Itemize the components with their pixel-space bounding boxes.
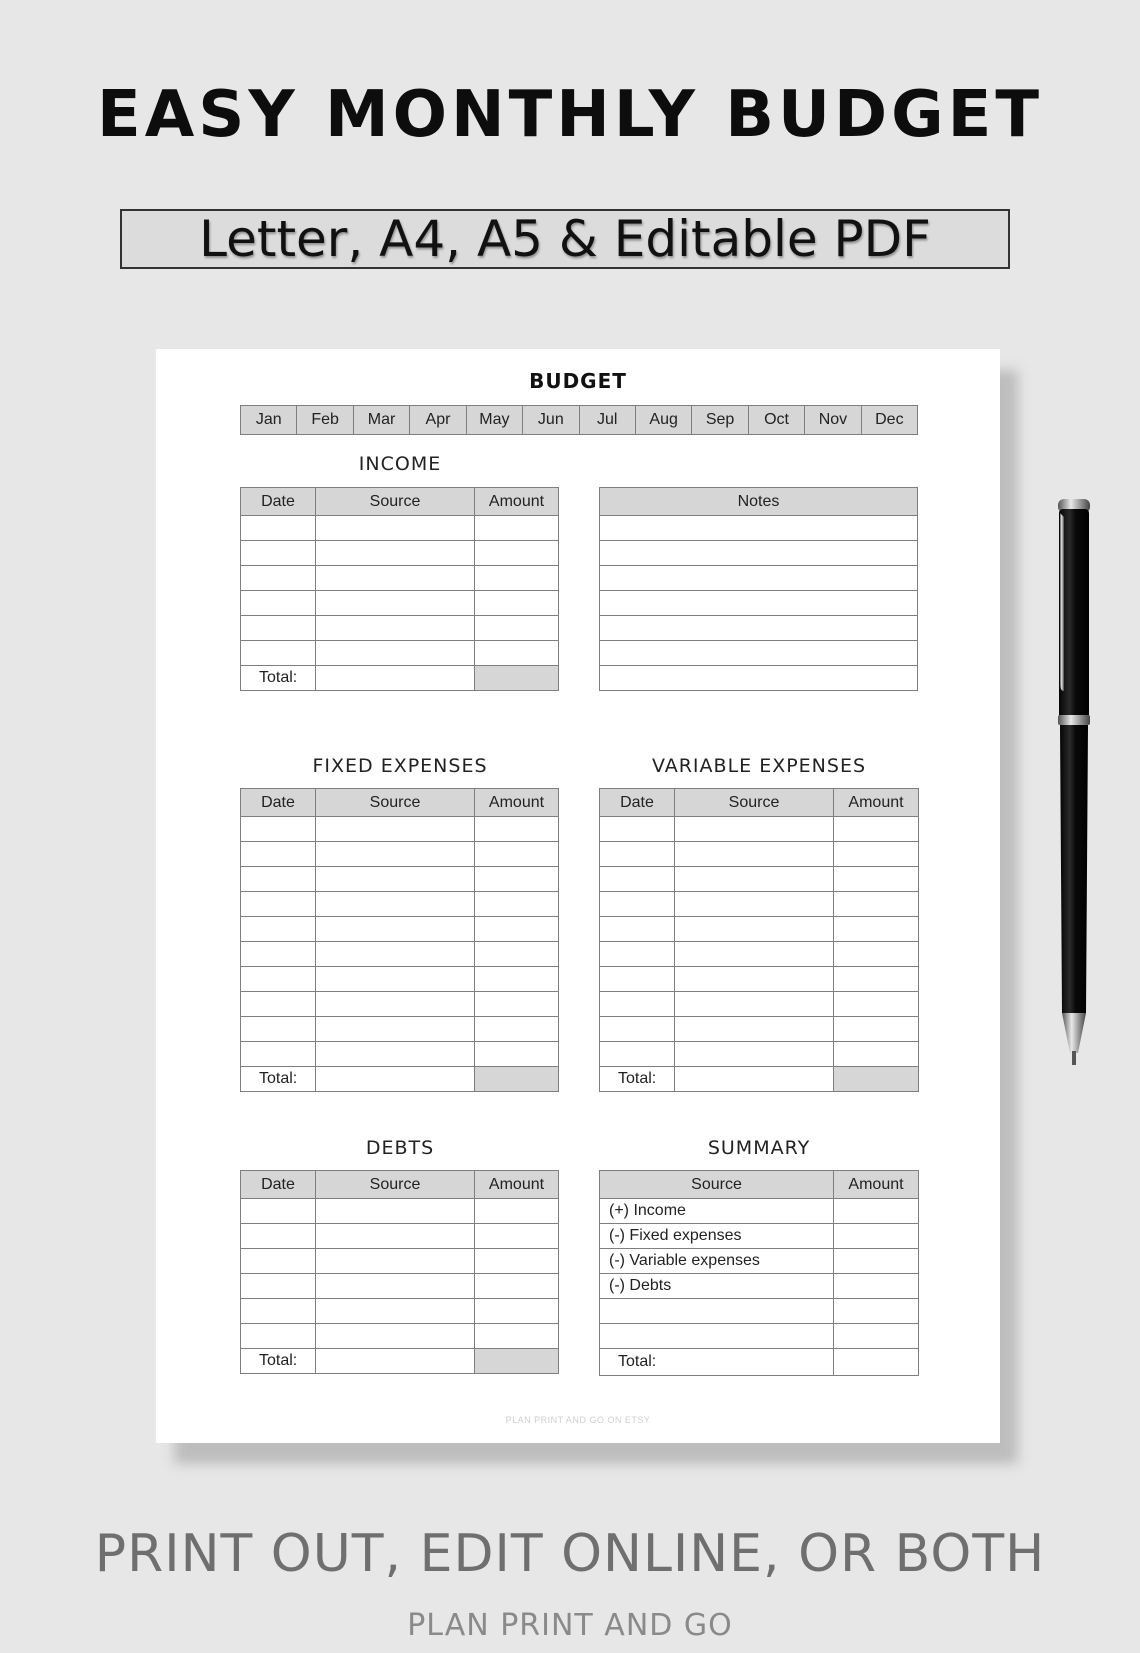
date-cell[interactable] (600, 1042, 675, 1067)
summary-title: SUMMARY (707, 1137, 811, 1159)
table-row (241, 541, 559, 566)
source-cell[interactable] (675, 842, 834, 867)
variable-expenses-title: VARIABLE EXPENSES (651, 755, 867, 777)
source-cell[interactable] (316, 1274, 475, 1299)
sheet-title: BUDGET (529, 369, 627, 393)
table-row (241, 917, 559, 942)
date-cell[interactable] (600, 917, 675, 942)
summary-amount-cell[interactable] (834, 1274, 919, 1299)
notes-row (600, 541, 918, 566)
date-cell[interactable] (241, 942, 316, 967)
table-row (241, 566, 559, 591)
income-total-label: Total: (241, 666, 316, 691)
table-row (241, 842, 559, 867)
budget-sheet (156, 349, 1000, 1443)
date-cell[interactable] (241, 892, 316, 917)
table-row (600, 992, 919, 1017)
debts-header-date: Date (241, 1171, 316, 1199)
source-cell[interactable] (316, 1299, 475, 1324)
date-cell[interactable] (241, 516, 316, 541)
table-row (241, 1274, 559, 1299)
month-jun[interactable]: Jun (523, 406, 579, 434)
amount-cell[interactable] (834, 992, 919, 1017)
month-oct[interactable]: Oct (749, 406, 805, 434)
summary-row (600, 1324, 919, 1349)
income-table (240, 487, 559, 691)
month-apr[interactable]: Apr (410, 406, 466, 434)
date-cell[interactable] (600, 842, 675, 867)
brand-name: PLAN PRINT AND GO (407, 1608, 733, 1643)
summary-row (600, 1199, 919, 1224)
month-jul[interactable]: Jul (580, 406, 636, 434)
summary-source-cell (600, 1324, 834, 1349)
variable-header-amount: Amount (834, 789, 919, 817)
variable-total-amount[interactable] (834, 1067, 919, 1092)
month-aug[interactable]: Aug (636, 406, 692, 434)
amount-cell[interactable] (475, 1249, 559, 1274)
fixed-header-amount: Amount (475, 789, 559, 817)
amount-cell[interactable] (475, 1017, 559, 1042)
month-sep[interactable]: Sep (692, 406, 748, 434)
income-header-date: Date (241, 488, 316, 516)
debts-header-amount: Amount (475, 1171, 559, 1199)
amount-cell[interactable] (475, 516, 559, 541)
tagline: PRINT OUT, EDIT ONLINE, OR BOTH (94, 1524, 1046, 1584)
source-cell[interactable] (675, 817, 834, 842)
table-row (600, 867, 919, 892)
fixed-total-label: Total: (241, 1067, 316, 1092)
notes-row (600, 591, 918, 616)
month-dec[interactable]: Dec (875, 411, 904, 428)
amount-cell[interactable] (475, 842, 559, 867)
source-cell[interactable] (316, 566, 475, 591)
table-row (600, 817, 919, 842)
page-title: EASY MONTHLY BUDGET (96, 78, 1044, 152)
source-cell[interactable] (675, 1042, 834, 1067)
date-cell[interactable] (241, 1017, 316, 1042)
variable-total-label: Total: (600, 1067, 675, 1092)
notes-row (600, 641, 918, 666)
month-mar[interactable]: Mar (354, 406, 410, 434)
income-total-source (316, 666, 475, 691)
amount-cell[interactable] (834, 917, 919, 942)
source-cell[interactable] (316, 842, 475, 867)
summary-header-source: Source (600, 1171, 834, 1199)
amount-cell[interactable] (475, 541, 559, 566)
date-cell[interactable] (241, 1324, 316, 1349)
notes-cell[interactable] (600, 616, 918, 641)
summary-amount-cell[interactable] (834, 1249, 919, 1274)
source-cell[interactable] (316, 1042, 475, 1067)
amount-cell[interactable] (475, 1199, 559, 1224)
fixed-expenses-table (240, 788, 559, 1092)
debts-header-source: Source (316, 1171, 475, 1199)
notes-row (600, 616, 918, 641)
amount-cell[interactable] (834, 1017, 919, 1042)
summary-amount-cell[interactable] (834, 1299, 919, 1324)
table-row (600, 892, 919, 917)
notes-cell[interactable] (600, 541, 918, 566)
variable-header-source: Source (675, 789, 834, 817)
notes-cell[interactable] (600, 591, 918, 616)
source-cell[interactable] (316, 992, 475, 1017)
summary-row (600, 1274, 919, 1299)
date-cell[interactable] (241, 541, 316, 566)
amount-cell[interactable] (475, 817, 559, 842)
amount-cell[interactable] (475, 992, 559, 1017)
amount-cell[interactable] (475, 616, 559, 641)
date-cell[interactable] (600, 892, 675, 917)
summary-amount-cell[interactable] (834, 1199, 919, 1224)
date-cell[interactable] (600, 992, 675, 1017)
notes-row (600, 516, 918, 541)
table-row (600, 1017, 919, 1042)
source-cell[interactable] (675, 942, 834, 967)
source-cell[interactable] (316, 516, 475, 541)
date-cell[interactable] (241, 967, 316, 992)
amount-cell[interactable] (834, 892, 919, 917)
amount-cell[interactable] (834, 942, 919, 967)
summary-source-cell: (-) Variable expenses (600, 1249, 834, 1274)
amount-cell[interactable] (475, 591, 559, 616)
fixed-total-source (316, 1067, 475, 1092)
date-cell[interactable] (600, 817, 675, 842)
table-row (241, 1324, 559, 1349)
income-header-amount: Amount (475, 488, 559, 516)
notes-row (600, 566, 918, 591)
table-row (241, 1249, 559, 1274)
source-cell[interactable] (316, 641, 475, 666)
source-cell[interactable] (316, 1199, 475, 1224)
date-cell[interactable] (241, 1042, 316, 1067)
table-row (241, 1042, 559, 1067)
pen-icon (1050, 493, 1100, 1078)
variable-header-date: Date (600, 789, 675, 817)
date-cell[interactable] (241, 591, 316, 616)
source-cell[interactable] (316, 541, 475, 566)
notes-cell[interactable] (600, 516, 918, 541)
summary-source-cell: (-) Debts (600, 1274, 834, 1299)
debts-title: DEBTS (365, 1137, 435, 1159)
source-cell[interactable] (675, 1017, 834, 1042)
table-row (241, 942, 559, 967)
source-cell[interactable] (316, 892, 475, 917)
date-cell[interactable] (241, 1224, 316, 1249)
source-cell[interactable] (675, 867, 834, 892)
summary-amount-cell[interactable] (834, 1224, 919, 1249)
amount-cell[interactable] (834, 1042, 919, 1067)
source-cell[interactable] (316, 917, 475, 942)
amount-cell[interactable] (834, 817, 919, 842)
table-row (241, 616, 559, 641)
fixed-total-amount[interactable] (475, 1067, 559, 1092)
source-cell[interactable] (316, 1224, 475, 1249)
amount-cell[interactable] (834, 842, 919, 867)
date-cell[interactable] (241, 1274, 316, 1299)
date-cell[interactable] (241, 1249, 316, 1274)
date-cell[interactable] (241, 842, 316, 867)
debts-table (240, 1170, 559, 1374)
month-selector (240, 405, 918, 435)
table-row (241, 1299, 559, 1324)
table-row (241, 591, 559, 616)
source-cell[interactable] (675, 992, 834, 1017)
source-cell[interactable] (316, 942, 475, 967)
summary-row (600, 1249, 919, 1274)
amount-cell[interactable] (475, 892, 559, 917)
income-header-source: Source (316, 488, 475, 516)
table-row (600, 917, 919, 942)
source-cell[interactable] (316, 591, 475, 616)
fixed-header-source: Source (316, 789, 475, 817)
date-cell[interactable] (241, 641, 316, 666)
month-feb[interactable]: Feb (297, 406, 353, 434)
table-row (241, 1224, 559, 1249)
amount-cell[interactable] (475, 867, 559, 892)
amount-cell[interactable] (834, 867, 919, 892)
date-cell[interactable] (241, 1199, 316, 1224)
table-row (241, 992, 559, 1017)
date-cell[interactable] (600, 867, 675, 892)
month-may[interactable]: May (467, 406, 523, 434)
table-row (241, 1017, 559, 1042)
amount-cell[interactable] (475, 1299, 559, 1324)
table-row (600, 942, 919, 967)
amount-cell[interactable] (475, 1224, 559, 1249)
source-cell[interactable] (675, 892, 834, 917)
source-cell[interactable] (316, 867, 475, 892)
summary-total-amount[interactable] (834, 1349, 919, 1376)
variable-total-source (675, 1067, 834, 1092)
table-row (241, 867, 559, 892)
amount-cell[interactable] (475, 1042, 559, 1067)
summary-row (600, 1299, 919, 1324)
variable-expenses-table (599, 788, 919, 1092)
month-nov[interactable]: Nov (805, 406, 861, 434)
amount-cell[interactable] (475, 1274, 559, 1299)
date-cell[interactable] (241, 992, 316, 1017)
amount-cell[interactable] (475, 967, 559, 992)
income-total-amount[interactable] (475, 666, 559, 691)
table-row (241, 1199, 559, 1224)
table-row (241, 516, 559, 541)
notes-table (599, 487, 918, 691)
date-cell[interactable] (241, 867, 316, 892)
date-cell[interactable] (241, 566, 316, 591)
table-row (241, 892, 559, 917)
date-cell[interactable] (241, 917, 316, 942)
summary-source-cell: (+) Income (600, 1199, 834, 1224)
table-row (241, 817, 559, 842)
amount-cell[interactable] (475, 641, 559, 666)
source-cell[interactable] (675, 917, 834, 942)
debts-total-source (316, 1349, 475, 1374)
date-cell[interactable] (600, 1017, 675, 1042)
source-cell[interactable] (316, 1324, 475, 1349)
table-row (241, 967, 559, 992)
source-cell[interactable] (316, 616, 475, 641)
debts-total-label: Total: (241, 1349, 316, 1374)
date-cell[interactable] (600, 942, 675, 967)
source-cell[interactable] (316, 967, 475, 992)
notes-header: Notes (600, 488, 918, 516)
source-cell[interactable] (316, 817, 475, 842)
table-row (241, 641, 559, 666)
amount-cell[interactable] (475, 917, 559, 942)
table-row (600, 842, 919, 867)
notes-cell[interactable] (600, 566, 918, 591)
date-cell[interactable] (241, 817, 316, 842)
table-row (600, 967, 919, 992)
amount-cell[interactable] (475, 1324, 559, 1349)
month-jan[interactable]: Jan (241, 406, 297, 434)
amount-cell[interactable] (475, 942, 559, 967)
amount-cell[interactable] (475, 566, 559, 591)
notes-cell[interactable] (600, 641, 918, 666)
formats-banner: Letter, A4, A5 & Editable PDF (120, 209, 1010, 269)
fixed-header-date: Date (241, 789, 316, 817)
summary-row (600, 1224, 919, 1249)
date-cell[interactable] (241, 616, 316, 641)
source-cell[interactable] (675, 967, 834, 992)
date-cell[interactable] (241, 1299, 316, 1324)
summary-table (599, 1170, 919, 1376)
table-row (600, 1042, 919, 1067)
summary-total-label: Total: (600, 1349, 834, 1376)
summary-amount-cell[interactable] (834, 1324, 919, 1349)
summary-source-cell (600, 1299, 834, 1324)
debts-total-amount[interactable] (475, 1349, 559, 1374)
source-cell[interactable] (316, 1249, 475, 1274)
income-title: INCOME (358, 453, 442, 475)
amount-cell[interactable] (834, 967, 919, 992)
notes-row (600, 666, 918, 691)
source-cell[interactable] (316, 1017, 475, 1042)
summary-source-cell: (-) Fixed expenses (600, 1224, 834, 1249)
date-cell[interactable] (600, 967, 675, 992)
fixed-expenses-title: FIXED EXPENSES (312, 755, 488, 777)
watermark: PLAN PRINT AND GO ON ETSY (505, 1415, 651, 1425)
summary-header-amount: Amount (834, 1171, 919, 1199)
notes-cell[interactable] (600, 666, 918, 691)
